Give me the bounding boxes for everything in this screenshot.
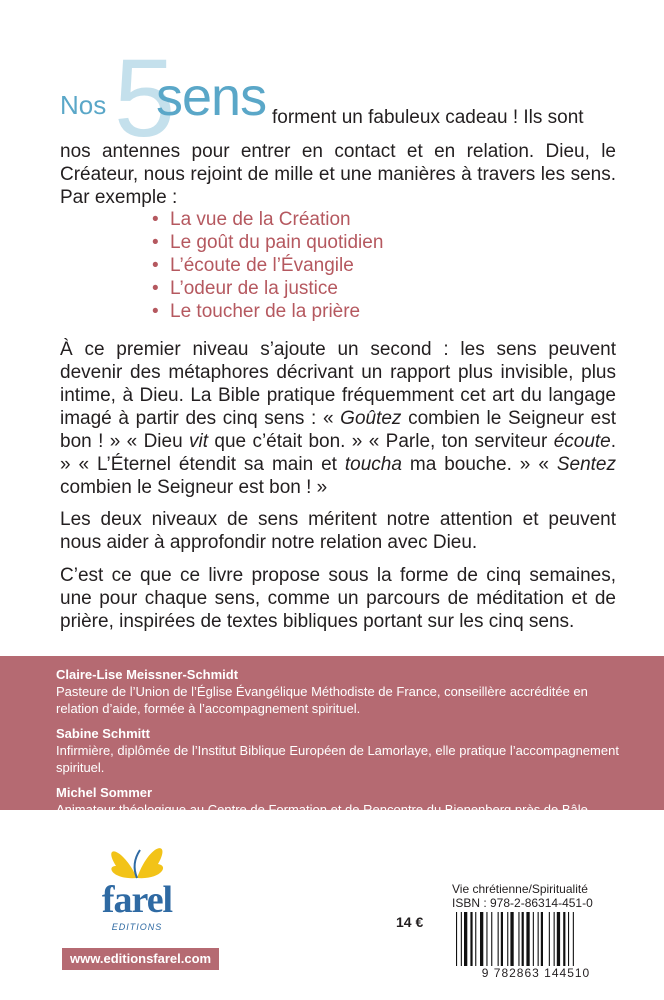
author-name: Sabine Schmitt bbox=[56, 726, 150, 741]
intro-paragraph: nos antennes pour entrer en contact et en relation. Dieu, le Créateur, nous rejoint de mille et une manières à travers les sens. Par exemple : bbox=[60, 141, 616, 208]
senses-list bbox=[152, 208, 383, 323]
isbn-label: ISBN : 978-2-86314-451-0 bbox=[452, 896, 593, 910]
barcode-digits: 9 782863 144510 bbox=[481, 966, 591, 980]
intro-first-line: forment un fabuleux cadeau ! Ils sont bbox=[272, 107, 584, 128]
author-block bbox=[56, 725, 628, 776]
bullet-icon: • bbox=[152, 232, 159, 253]
title-sens: sens bbox=[156, 67, 267, 127]
author-bio: Animateur théologique au Centre de Formation et de Rencontre du Bienenberg près de Bâle, rédacteur du mensuel des Églises mennonites de France (Christ Seul). bbox=[56, 802, 592, 834]
authors-band bbox=[0, 656, 664, 834]
title-cluster bbox=[60, 37, 620, 160]
author-block bbox=[56, 784, 628, 835]
logo-wordmark: farel bbox=[101, 879, 173, 921]
author-name: Michel Sommer bbox=[56, 785, 153, 800]
list-item: • Le toucher de la prière bbox=[152, 301, 361, 322]
farel-logo bbox=[92, 836, 182, 944]
list-item: • Le goût du pain quotidien bbox=[152, 232, 384, 253]
list-item: • La vue de la Création bbox=[152, 209, 351, 230]
bullet-icon: • bbox=[152, 209, 159, 230]
logo-editions: EDITIONS bbox=[111, 922, 163, 932]
publisher-website[interactable]: www.editionsfarel.com bbox=[62, 948, 219, 970]
bullet-icon: • bbox=[152, 301, 159, 322]
list-item: • L’écoute de l’Évangile bbox=[152, 255, 354, 276]
author-block bbox=[56, 666, 628, 717]
levels-paragraph: Les deux niveaux de sens méritent notre attention et peuvent nous aider à approfondir notre relation avec Dieu. bbox=[60, 509, 616, 553]
book-purpose-paragraph: C’est ce que ce livre propose sous la forme de cinq semaines, une pour chaque sens, comme un parcours de méditation et de prière, inspirées de textes bibliques portant sur les cinq sens. bbox=[60, 565, 616, 632]
metaphor-paragraph: À ce premier niveau s’ajoute un second : les sens peuvent devenir des métaphores décrivant un rapport plus invisible, plus intime, à Dieu. La Bible pratique fréquemment cet art du langage imagé à partir des cinq sens : « Goûtez combien le Seigneur est bon ! » « Dieu vit que c’était bon. » « Parle, ton serviteur écoute. » « L’Éternel étendit sa main et toucha ma bouche. » « Sentez combien le Seigneur est bon ! » bbox=[60, 339, 617, 498]
big-five-numeral: 5 bbox=[114, 37, 176, 160]
title-nos: Nos bbox=[60, 90, 107, 120]
category-label: Vie chrétienne/Spiritualité bbox=[452, 882, 588, 896]
barcode-icon bbox=[452, 912, 620, 966]
price: 14 € bbox=[396, 914, 424, 930]
barcode-block bbox=[452, 882, 620, 982]
author-bio: Pasteure de l’Union de l’Église Évangélique Méthodiste de France, conseillère accréditée en relation d’aide, formée à l’accompagnement spirituel. bbox=[56, 684, 588, 716]
author-bio: Infirmière, diplômée de l’Institut Biblique Européen de Lamorlaye, elle pratique l’accompagnement spirituel. bbox=[56, 743, 619, 775]
bullet-icon: • bbox=[152, 255, 159, 276]
author-name: Claire-Lise Meissner-Schmidt bbox=[56, 667, 239, 682]
bullet-icon: • bbox=[152, 278, 159, 299]
list-item: • L’odeur de la justice bbox=[152, 278, 338, 299]
